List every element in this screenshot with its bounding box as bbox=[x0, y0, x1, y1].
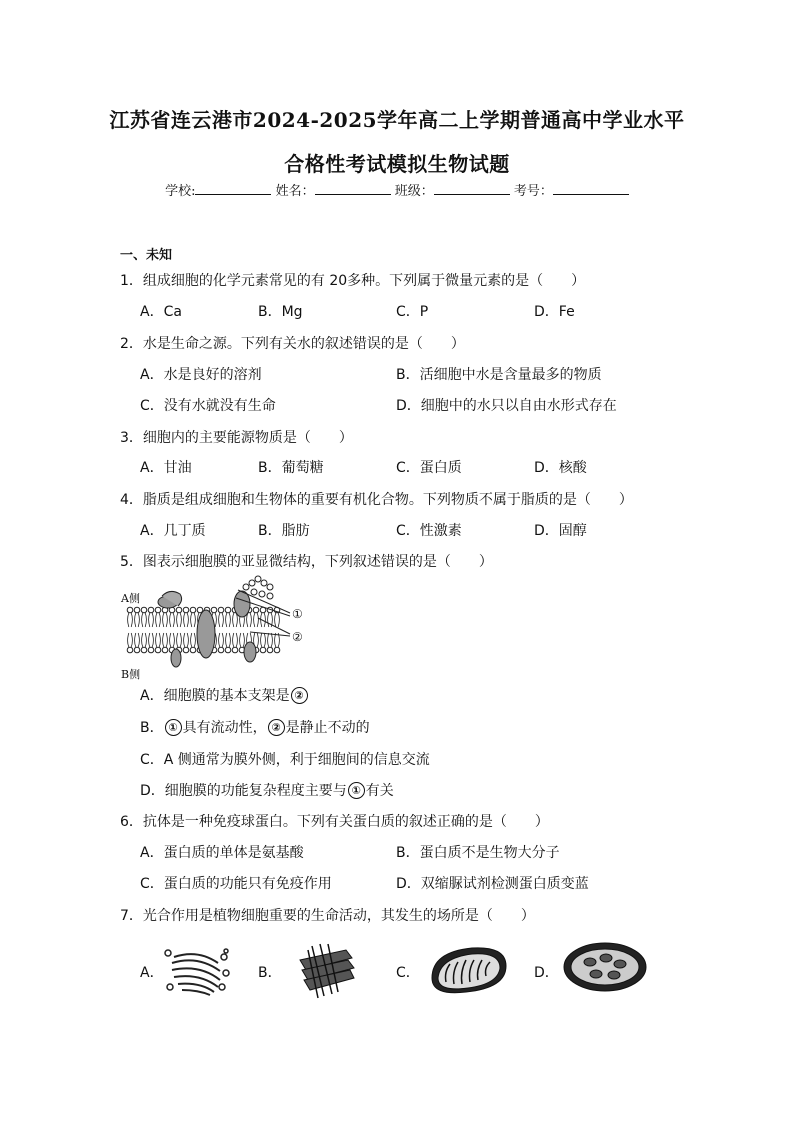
q2-option-d[interactable]: D．细胞中的水只以自由水形式存在 bbox=[396, 398, 617, 414]
phospholipid-tail bbox=[166, 613, 167, 627]
class-label: 班级： bbox=[394, 184, 434, 199]
q7-option-d-label[interactable]: D． bbox=[534, 965, 559, 981]
chloroplast-icon[interactable] bbox=[562, 940, 648, 994]
phospholipid-tail bbox=[152, 613, 153, 627]
phospholipid-head bbox=[148, 607, 154, 613]
phospholipid-tail bbox=[278, 613, 279, 627]
phospholipid-tail bbox=[163, 633, 164, 647]
phospholipid-head bbox=[127, 607, 133, 613]
phospholipid-tail bbox=[128, 633, 129, 647]
phospholipid-tail bbox=[261, 633, 262, 647]
q5-option-d[interactable] bbox=[140, 780, 394, 800]
q5-option-a-text: A．细胞膜的基本支架是 bbox=[140, 688, 290, 704]
phospholipid-tail bbox=[226, 613, 227, 627]
phospholipid-head bbox=[176, 607, 182, 613]
phospholipid-head bbox=[134, 647, 140, 653]
q6-option-d[interactable]: D．双缩脲试剂检测蛋白质变蓝 bbox=[396, 876, 589, 892]
q5-option-c[interactable] bbox=[140, 749, 430, 769]
phospholipid-tail bbox=[271, 633, 272, 647]
circled-1-mark: ① bbox=[165, 719, 182, 736]
phospholipid-tail bbox=[173, 613, 174, 627]
phospholipid-tail bbox=[145, 613, 146, 627]
q2-option-c[interactable]: C．没有水就没有生命 bbox=[140, 398, 276, 414]
phospholipid-head bbox=[190, 647, 196, 653]
phospholipid-tail bbox=[128, 613, 129, 627]
q5-option-d-text: D．细胞膜的功能复杂程度主要与 bbox=[140, 783, 347, 799]
phospholipid-tail bbox=[170, 633, 171, 647]
q4-option-c[interactable]: C．性激素 bbox=[396, 523, 462, 539]
phospholipid-tail bbox=[159, 613, 160, 627]
phospholipid-tail bbox=[191, 633, 192, 647]
phospholipid-tail bbox=[254, 613, 255, 627]
q6-option-a[interactable]: A．蛋白质的单体是氨基酸 bbox=[140, 845, 304, 861]
q7-option-c-label[interactable]: C． bbox=[396, 965, 420, 981]
phospholipid-tail bbox=[163, 613, 164, 627]
phospholipid-tail bbox=[268, 613, 269, 627]
phospholipid-head bbox=[141, 607, 147, 613]
phospholipid-tail bbox=[257, 633, 258, 647]
q1-option-b[interactable]: B．Mg bbox=[258, 304, 303, 320]
phospholipid-tail bbox=[240, 633, 241, 647]
phospholipid-head bbox=[225, 607, 231, 613]
phospholipid-tail bbox=[219, 633, 220, 647]
q5-option-b-prefix: B． bbox=[140, 720, 164, 736]
q4-option-a[interactable]: A．几丁质 bbox=[140, 523, 206, 539]
mark-2-label: ② bbox=[292, 630, 303, 644]
q5-option-b[interactable] bbox=[140, 717, 370, 737]
phospholipid-tail bbox=[194, 633, 195, 647]
phospholipid-tail bbox=[275, 633, 276, 647]
name-label: 姓名： bbox=[275, 184, 315, 199]
number-label: 考号： bbox=[513, 184, 553, 199]
phospholipid-tail bbox=[222, 633, 223, 647]
phospholipid-head bbox=[148, 647, 154, 653]
phospholipid-tail bbox=[194, 613, 195, 627]
phospholipid-head bbox=[260, 647, 266, 653]
school-label: 学校: bbox=[165, 184, 196, 199]
circled-2-mark: ② bbox=[291, 687, 308, 704]
q6-option-c[interactable]: C．蛋白质的功能只有免疫作用 bbox=[140, 876, 332, 892]
q6-option-b[interactable]: B．蛋白质不是生物大分子 bbox=[396, 845, 560, 861]
phospholipid-tail bbox=[275, 613, 276, 627]
phospholipid-tail bbox=[135, 613, 136, 627]
phospholipid-tail bbox=[268, 633, 269, 647]
phospholipid-head bbox=[162, 647, 168, 653]
q3-option-d[interactable]: D．核酸 bbox=[534, 460, 587, 476]
question-5-stem: 5．图表示细胞膜的亚显微结构，下列叙述错误的是（ ） bbox=[120, 554, 493, 570]
phospholipid-tail bbox=[138, 613, 139, 627]
question-3-stem: 3．细胞内的主要能源物质是（ ） bbox=[120, 430, 353, 446]
phospholipid-tail bbox=[177, 633, 178, 647]
phospholipid-head bbox=[274, 647, 280, 653]
q5-option-a[interactable] bbox=[140, 685, 309, 705]
cell-membrane-figure bbox=[118, 574, 318, 682]
phospholipid-tail bbox=[166, 633, 167, 647]
phospholipid-tail bbox=[229, 633, 230, 647]
q4-option-b[interactable]: B．脂肪 bbox=[258, 523, 310, 539]
phospholipid-head bbox=[155, 607, 161, 613]
phospholipid-head bbox=[127, 647, 133, 653]
phospholipid-head bbox=[218, 607, 224, 613]
q4-option-d[interactable]: D．固醇 bbox=[534, 523, 587, 539]
phospholipid-tail bbox=[152, 633, 153, 647]
phospholipid-head bbox=[267, 647, 273, 653]
name-blank[interactable] bbox=[315, 182, 391, 195]
phospholipid-tail bbox=[236, 633, 237, 647]
q3-option-a[interactable]: A．甘油 bbox=[140, 460, 192, 476]
phospholipid-head bbox=[225, 647, 231, 653]
phospholipid-tail bbox=[142, 633, 143, 647]
phospholipid-tail bbox=[142, 613, 143, 627]
question-4-stem: 4．脂质是组成细胞和生物体的重要有机化合物。下列物质不属于脂质的是（ ） bbox=[120, 492, 633, 508]
phospholipid-tail bbox=[131, 633, 132, 647]
circled-1-mark: ① bbox=[348, 782, 365, 799]
phospholipid-tail bbox=[131, 613, 132, 627]
phospholipid-tail bbox=[138, 633, 139, 647]
q2-option-a[interactable]: A．水是良好的溶剂 bbox=[140, 367, 262, 383]
exam-title-line2: 合格性考试模拟生物试题 bbox=[284, 152, 510, 176]
class-blank[interactable] bbox=[434, 182, 510, 195]
q5-option-b-post: 是静止不动的 bbox=[285, 720, 370, 736]
phospholipid-tail bbox=[180, 633, 181, 647]
phospholipid-tail bbox=[229, 613, 230, 627]
question-7-stem: 7．光合作用是植物细胞重要的生命活动，其发生的场所是（ ） bbox=[120, 908, 535, 924]
phospholipid-tail bbox=[180, 613, 181, 627]
q1-option-d[interactable]: D．Fe bbox=[534, 304, 575, 320]
phospholipid-head bbox=[141, 647, 147, 653]
phospholipid-tail bbox=[156, 633, 157, 647]
phospholipid-tail bbox=[187, 633, 188, 647]
phospholipid-tail bbox=[184, 633, 185, 647]
phospholipid-tail bbox=[243, 633, 244, 647]
membrane-diagram bbox=[118, 574, 318, 682]
q3-option-b[interactable]: B．葡萄糖 bbox=[258, 460, 324, 476]
school-blank[interactable] bbox=[195, 182, 271, 195]
section-heading: 一、未知 bbox=[120, 248, 173, 263]
phospholipid-tail bbox=[257, 613, 258, 627]
student-info-row bbox=[0, 180, 794, 199]
phospholipid-tail bbox=[233, 633, 234, 647]
phospholipid-tail bbox=[264, 633, 265, 647]
phospholipid-tail bbox=[177, 613, 178, 627]
phospholipid-head bbox=[232, 647, 238, 653]
question-1-stem: 1．组成细胞的化学元素常见的有 20多种。下列属于微量元素的是（ ） bbox=[120, 273, 586, 289]
q7-option-b-label[interactable]: B． bbox=[258, 965, 282, 981]
q2-option-b[interactable]: B．活细胞中水是含量最多的物质 bbox=[396, 367, 602, 383]
endoplasmic-reticulum-icon[interactable] bbox=[294, 940, 360, 1000]
side-a-label: A侧 bbox=[121, 592, 140, 605]
phospholipid-tail bbox=[222, 613, 223, 627]
q7-option-a-label[interactable]: A． bbox=[140, 965, 164, 981]
side-b-label: B侧 bbox=[121, 668, 141, 681]
q1-option-c[interactable]: C．P bbox=[396, 304, 429, 320]
phospholipid-head bbox=[155, 647, 161, 653]
phospholipid-head bbox=[134, 607, 140, 613]
mitochondrion-icon[interactable] bbox=[422, 938, 510, 998]
phospholipid-tail bbox=[170, 613, 171, 627]
phospholipid-head bbox=[183, 647, 189, 653]
q5-option-c-text: C．A 侧通常为膜外侧，利于细胞间的信息交流 bbox=[140, 752, 430, 768]
q1-option-a[interactable]: A．Ca bbox=[140, 304, 182, 320]
phospholipid-tail bbox=[149, 613, 150, 627]
phospholipid-head bbox=[218, 647, 224, 653]
question-6-stem: 6．抗体是一种免疫球蛋白。下列有关蛋白质的叙述正确的是（ ） bbox=[120, 814, 549, 830]
phospholipid-tail bbox=[187, 613, 188, 627]
phospholipid-tail bbox=[184, 613, 185, 627]
golgi-apparatus-icon[interactable] bbox=[160, 943, 232, 999]
phospholipid-head bbox=[190, 607, 196, 613]
circled-2-mark: ② bbox=[268, 719, 285, 736]
phospholipid-tail bbox=[159, 633, 160, 647]
question-2-stem: 2．水是生命之源。下列有关水的叙述错误的是（ ） bbox=[120, 336, 465, 352]
mark-1-label: ① bbox=[292, 607, 303, 621]
q5-option-d-post: 有关 bbox=[365, 783, 394, 799]
q3-option-c[interactable]: C．蛋白质 bbox=[396, 460, 462, 476]
number-blank[interactable] bbox=[553, 182, 629, 195]
phospholipid-head bbox=[183, 607, 189, 613]
phospholipid-tail bbox=[145, 633, 146, 647]
phospholipid-tail bbox=[226, 633, 227, 647]
phospholipid-head bbox=[253, 607, 259, 613]
phospholipid-tail bbox=[219, 613, 220, 627]
phospholipid-tail bbox=[250, 613, 251, 627]
phospholipid-tail bbox=[264, 613, 265, 627]
phospholipid-tail bbox=[156, 613, 157, 627]
phospholipid-tail bbox=[215, 613, 216, 627]
phospholipid-tail bbox=[191, 613, 192, 627]
phospholipid-head bbox=[211, 607, 217, 613]
q5-option-b-mid: 具有流动性， bbox=[182, 720, 267, 736]
phospholipid-tail bbox=[233, 613, 234, 627]
exam-title-line1: 江苏省连云港市2024-2025学年高二上学期普通高中学业水平 bbox=[109, 108, 685, 132]
phospholipid-tail bbox=[135, 633, 136, 647]
phospholipid-tail bbox=[149, 633, 150, 647]
phospholipid-tail bbox=[173, 633, 174, 647]
